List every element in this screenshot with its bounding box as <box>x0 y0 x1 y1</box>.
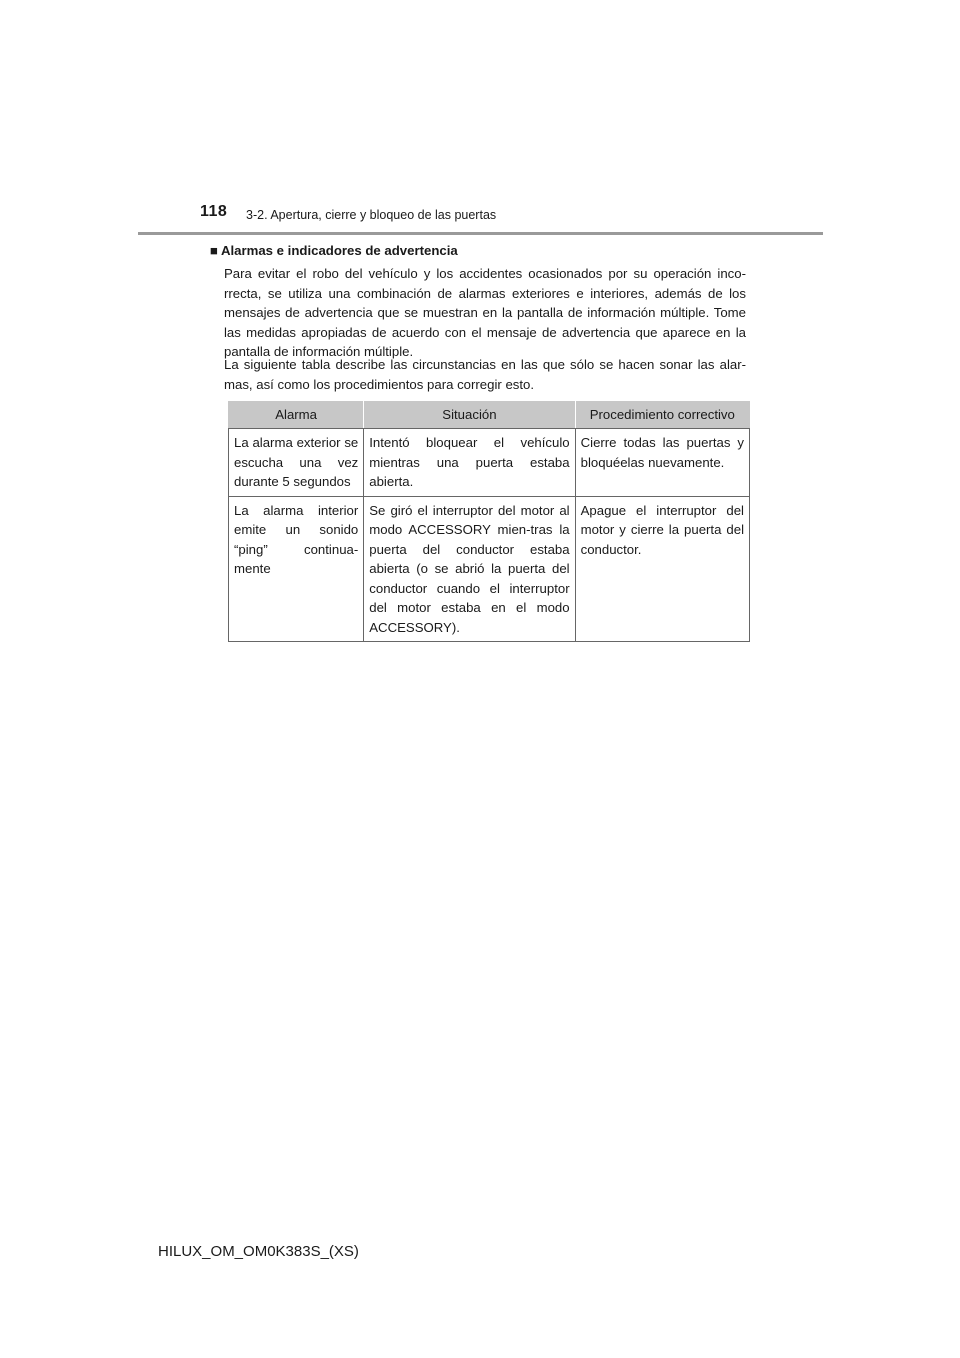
square-bullet-icon: ■ <box>210 243 218 258</box>
table-row <box>229 429 750 497</box>
cell-situation: Se giró el interruptor del motor al modo ACCESSORY mien-tras la puerta del conductor estaba abierta (o se abrió la puerta del conductor cuando el interruptor del motor estaba en el modo ACCESSORY). <box>364 496 575 642</box>
alarms-table <box>228 401 750 642</box>
cell-alarm: La alarma interior emite un sonido “ping” continua-mente <box>229 496 364 642</box>
table-row <box>229 496 750 642</box>
table-header-row <box>229 402 750 429</box>
section-heading <box>210 241 458 261</box>
column-header-alarm: Alarma <box>229 402 364 429</box>
column-header-procedure: Procedimiento correctivo <box>575 402 749 429</box>
header-divider <box>138 232 823 235</box>
table-intro-paragraph: La siguiente tabla describe las circunstancias en las que sólo se hacen sonar las alar-mas, así como los procedimientos para corregir esto. <box>224 357 746 392</box>
column-header-situation: Situación <box>364 402 575 429</box>
cell-alarm: La alarma exterior se escucha una vez durante 5 segundos <box>229 429 364 497</box>
cell-situation: Intentó bloquear el vehículo mientras una puerta estaba abierta. <box>364 429 575 497</box>
page-number: 118 <box>200 203 228 220</box>
section-title: 3-2. Apertura, cierre y bloqueo de las puertas <box>246 208 497 222</box>
intro-paragraph: Para evitar el robo del vehículo y los accidentes ocasionados por su operación inco-rrecta, se utiliza una combinación de alarmas exteriores e interiores, además de los mensajes de advertencia que se muestran en la pantalla de información múltiple. Tome las medidas apropiadas de acuerdo con el mensaje de advertencia que aparece en la pantalla de información múltiple. <box>224 266 746 359</box>
section-heading-text: Alarmas e indicadores de advertencia <box>220 243 458 258</box>
cell-procedure: Apague el interruptor del motor y cierre la puerta del conductor. <box>575 496 749 642</box>
cell-procedure: Cierre todas las puertas y bloquéelas nuevamente. <box>575 429 749 497</box>
document-code: HILUX_OM_OM0K383S_(XS) <box>158 1243 359 1260</box>
